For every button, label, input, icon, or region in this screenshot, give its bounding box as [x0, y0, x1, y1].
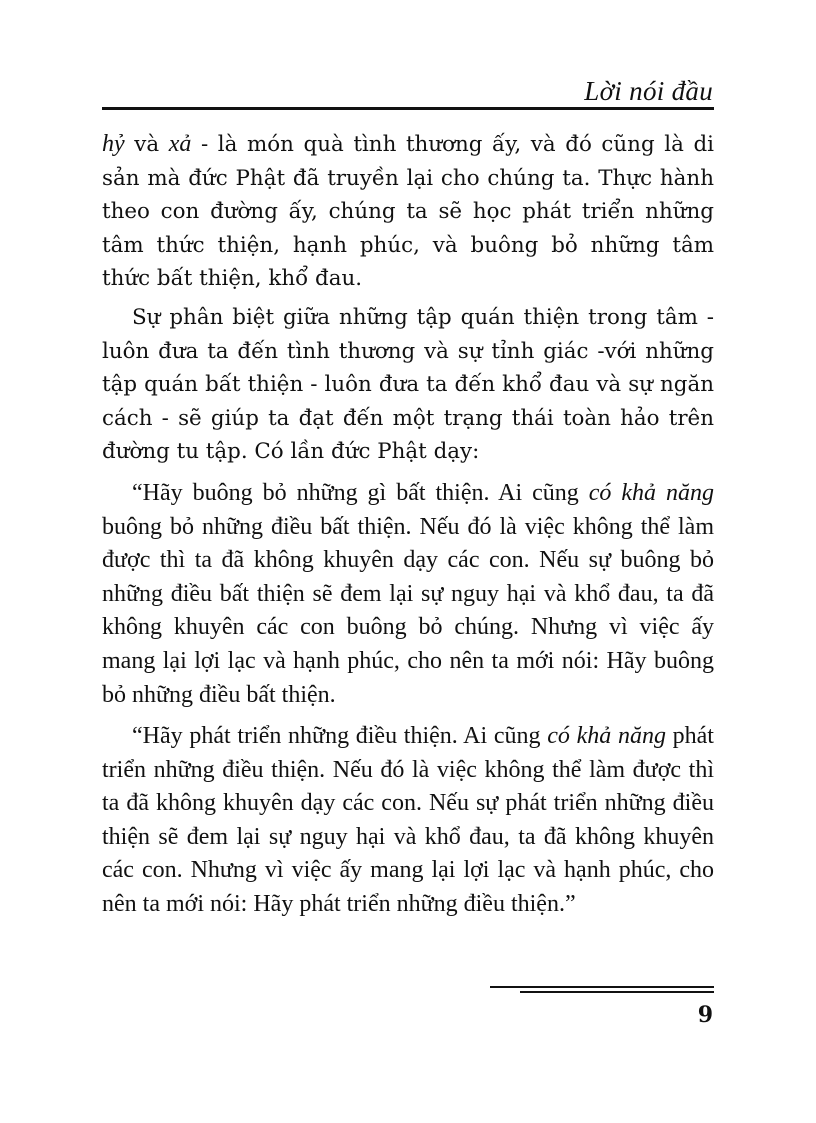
running-header-title: Lời nói đầu	[584, 76, 713, 106]
quote-2-before: “Hãy phát triển những điều thiện. Ai cũng	[132, 723, 548, 750]
footer-rule-upper	[490, 986, 714, 988]
quote-2-emphasis: có khả năng	[547, 723, 666, 750]
quote-paragraph-1	[102, 477, 714, 712]
quote-1-after: buông bỏ những điều bất thiện. Nếu đó là việc không thể làm được thì ta đã không khuyên dạy các con. Nếu sự buông bỏ những điều bất thiện sẽ đem lại sự nguy hại và khổ đau, ta đã không khuyên các con buông bỏ chúng. Nhưng vì việc ấy mang lại lợi lạc và hạnh phúc, cho nên ta mới nói: Hãy buông bỏ những điều bất thiện.	[102, 513, 714, 708]
quote-1-emphasis: có khả năng	[588, 479, 714, 506]
quote-2-after: phát triển những điều thiện. Nếu đó là việc không thể làm được thì ta đã không khuyên dạy các con. Nếu sự phát triển những điều thiện sẽ đem lại sự nguy hại và khổ đau, ta đã không khuyên các con. Nhưng vì việc ấy mang lại lợi lạc và hạnh phúc, cho nên ta mới nói: Hãy phát triển những điều thiện.”	[102, 723, 714, 918]
footer-rule-lower	[520, 991, 714, 993]
paragraph-2: Sự phân biệt giữa những tập quán thiện trong tâm - luôn đưa ta đến tình thương và sự tỉnh giác -với những tập quán bất thiện - luôn đưa ta đến khổ đau và sự ngăn cách - sẽ giúp ta đạt đến một trạng thái toàn hảo trên đường tu tập. Có lần đức Phật dạy:	[102, 304, 714, 465]
connector-text: và	[124, 132, 169, 157]
page-number: 9	[697, 1002, 713, 1028]
page-body	[102, 128, 714, 922]
paragraph-1	[102, 128, 714, 296]
term-xa: xả	[168, 131, 192, 157]
quote-paragraph-2	[102, 720, 714, 922]
header-rule	[102, 107, 714, 110]
quote-1-before: “Hãy buông bỏ những gì bất thiện. Ai cũng	[132, 479, 589, 506]
paragraph-1-text: - là món quà tình thương ấy, và đó cũng là di sản mà đức Phật đã truyền lại cho chúng ta. Thực hành theo con đường ấy, chúng ta sẽ học phát triển những tâm thức thiện, hạnh phúc, và buông bỏ những tâm thức bất thiện, khổ đau.	[102, 132, 714, 292]
term-hy: hỷ	[102, 131, 125, 157]
